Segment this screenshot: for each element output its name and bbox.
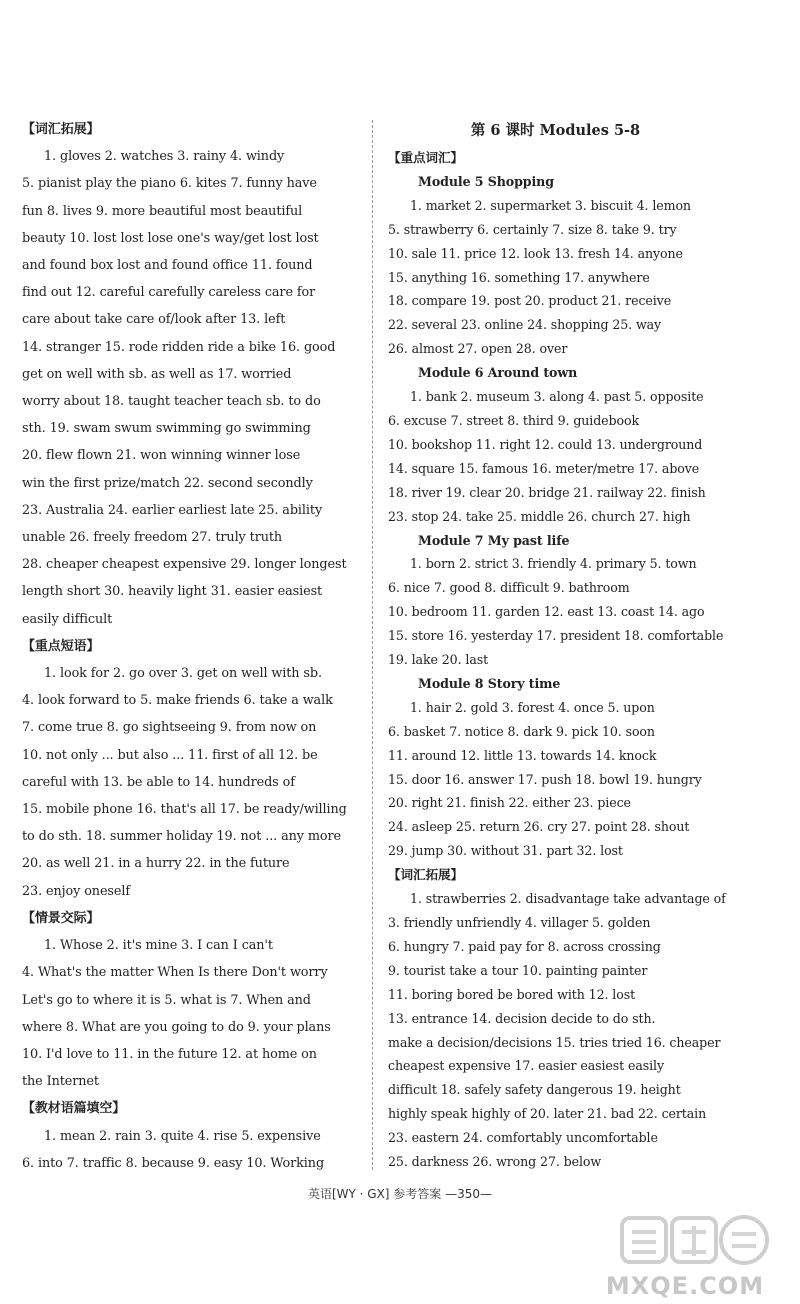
answer-line: 20. right 21. finish 22. either 23. piece: [388, 795, 631, 811]
answer-line: 29. jump 30. without 31. part 32. lost: [388, 843, 623, 859]
answer-line: 1. born 2. strict 3. friendly 4. primary 5. town: [410, 556, 697, 572]
answer-line: 1. market 2. supermarket 3. biscuit 4. lemon: [410, 197, 691, 213]
vocab-expansion-section-right: [388, 863, 726, 1174]
answer-line: 6. excuse 7. street 8. third 9. guidebook: [388, 412, 639, 428]
vocab-expansion-section: [22, 116, 357, 633]
answer-line: and found box lost and found office 11. found: [22, 258, 313, 274]
answer-line: 23. stop 24. take 25. middle 26. church 27. high: [388, 508, 691, 524]
answer-line: 18. compare 19. post 20. product 21. receive: [388, 293, 672, 309]
section-heading: 【教材语篇填空】: [22, 1101, 126, 1117]
answer-line: 10. sale 11. price 12. look 13. fresh 14. anyone: [388, 245, 683, 261]
answer-line: highly speak highly of 20. later 21. bad 22. certain: [388, 1106, 707, 1122]
answer-line: careful with 13. be able to 14. hundreds of: [22, 774, 295, 790]
answer-line: 15. anything 16. something 17. anywhere: [388, 269, 650, 285]
answer-line: 15. mobile phone 16. that's all 17. be ready/willing: [22, 802, 347, 818]
answer-line: 22. several 23. online 24. shopping 25. way: [388, 317, 662, 333]
answer-line: 24. asleep 25. return 26. cry 27. point 28. shout: [388, 819, 690, 835]
answer-line: 13. entrance 14. decision decide to do sth.: [388, 1010, 656, 1026]
answer-line: length short 30. heavily light 31. easier easiest: [22, 584, 323, 600]
answer-line: 10. I'd love to 11. in the future 12. at home on: [22, 1046, 317, 1062]
answer-line: make a decision/decisions 15. tries tried 16. cheaper: [388, 1034, 721, 1050]
module-5-block: [388, 170, 723, 361]
key-phrases-section: [22, 633, 357, 905]
answer-line: get on well with sb. as well as 17. worried: [22, 366, 292, 382]
answer-line: 10. bedroom 11. garden 12. east 13. coast 14. ago: [388, 604, 705, 620]
answer-line: win the first prize/match 22. second secondly: [22, 475, 313, 491]
answer-line: 23. Australia 24. earlier earliest late 25. ability: [22, 502, 323, 518]
module-7-block: [388, 529, 723, 672]
page-footer: 英语[WY · GX] 参考答案 —350—: [307, 1187, 493, 1201]
answer-line: 10. bookshop 11. right 12. could 13. underground: [388, 436, 703, 452]
answer-line: 14. square 15. famous 16. meter/metre 17. above: [388, 460, 700, 476]
answer-line: beauty 10. lost lost lose one's way/get lost lost: [22, 230, 319, 246]
answer-line: find out 12. careful carefully careless care for: [22, 285, 316, 301]
answer-line: 6. into 7. traffic 8. because 9. easy 10. Working: [22, 1155, 325, 1171]
left-column: [22, 116, 357, 1177]
answer-line: 11. boring bored be bored with 12. lost: [388, 986, 636, 1002]
answer-line: 9. tourist take a tour 10. painting painter: [388, 962, 648, 978]
section-heading: 【词汇拓展】: [388, 867, 463, 883]
answer-line: 28. cheaper cheapest expensive 29. longer longest: [22, 557, 347, 573]
right-column: [388, 116, 726, 1174]
answer-line: 15. store 16. yesterday 17. president 18. comfortable: [388, 628, 724, 644]
answer-line: 1. Whose 2. it's mine 3. I can I can't: [44, 938, 273, 954]
answer-line: easily difficult: [22, 611, 113, 627]
module-title: Module 7 My past life: [418, 532, 570, 548]
answer-line: 23. enjoy oneself: [22, 883, 130, 899]
answer-line: 5. pianist play the piano 6. kites 7. funny have: [22, 176, 317, 192]
answer-line: the Internet: [22, 1074, 99, 1090]
watermark-logo-icon: [620, 1210, 770, 1270]
text-fill-section: [22, 1095, 357, 1177]
answer-line: to do sth. 18. summer holiday 19. not ... any more: [22, 829, 342, 845]
answer-line: Let's go to where it is 5. what is 7. When and: [22, 992, 311, 1008]
column-divider: [372, 120, 373, 1170]
section-heading: 【重点短语】: [22, 638, 100, 654]
module-title: Module 5 Shopping: [418, 173, 554, 189]
section-heading: 【重点词汇】: [388, 150, 463, 165]
watermark: [580, 1210, 790, 1300]
answer-line: unable 26. freely freedom 27. truly truth: [22, 530, 283, 546]
answer-line: 1. bank 2. museum 3. along 4. past 5. opposite: [410, 389, 704, 405]
section-heading: 【词汇拓展】: [22, 122, 100, 137]
answer-line: 7. come true 8. go sightseeing 9. from now on: [22, 720, 317, 736]
answer-line: 10. not only ... but also ... 11. first of all 12. be: [22, 747, 318, 763]
module-title: Module 6 Around town: [418, 365, 578, 381]
answer-line: 5. strawberry 6. certainly 7. size 8. take 9. try: [388, 221, 677, 237]
answer-line: 14. stranger 15. rode ridden ride a bike 16. good: [22, 339, 336, 355]
answer-line: where 8. What are you going to do 9. your plans: [22, 1019, 331, 1035]
answer-line: 20. as well 21. in a hurry 22. in the future: [22, 856, 290, 872]
answer-line: sth. 19. swam swum swimming go swimming: [22, 421, 311, 437]
answer-line: cheapest expensive 17. easier easiest easily: [388, 1058, 664, 1074]
situational-dialogue-section: [22, 905, 357, 1095]
answer-line: 4. What's the matter When Is there Don't worry: [22, 965, 328, 981]
answer-line: 1. look for 2. go over 3. get on well with sb.: [44, 666, 322, 682]
answer-line: 6. nice 7. good 8. difficult 9. bathroom: [388, 580, 630, 596]
answer-line: worry about 18. taught teacher teach sb. to do: [22, 394, 321, 410]
answer-line: 26. almost 27. open 28. over: [388, 341, 568, 357]
answer-line: 6. basket 7. notice 8. dark 9. pick 10. soon: [388, 723, 655, 739]
answer-line: 1. strawberries 2. disadvantage take advantage of: [410, 891, 726, 907]
answer-line: 1. mean 2. rain 3. quite 4. rise 5. expensive: [44, 1128, 321, 1144]
answer-line: fun 8. lives 9. more beautiful most beautiful: [22, 203, 303, 219]
answer-line: difficult 18. safely safety dangerous 19. height: [388, 1082, 681, 1098]
answer-line: 23. eastern 24. comfortably uncomfortable: [388, 1130, 658, 1146]
answer-line: 1. hair 2. gold 3. forest 4. once 5. upon: [410, 699, 655, 715]
answer-line: care about take care of/look after 13. left: [22, 312, 286, 328]
module-6-block: [388, 361, 723, 528]
module-title: Module 8 Story time: [418, 675, 561, 691]
answer-line: 6. hungry 7. paid pay for 8. across crossing: [388, 938, 661, 954]
answer-line: 25. darkness 26. wrong 27. below: [388, 1154, 602, 1170]
section-heading: 【情景交际】: [22, 910, 100, 926]
answer-line: 3. friendly unfriendly 4. villager 5. golden: [388, 915, 651, 930]
lesson-title: 第 6 课时 Modules 5-8: [470, 122, 641, 139]
answer-line: 4. look forward to 5. make friends 6. take a walk: [22, 693, 333, 709]
answer-line: 1. gloves 2. watches 3. rainy 4. windy: [44, 149, 285, 165]
module-8-block: [388, 672, 723, 863]
answer-line: 11. around 12. little 13. towards 14. knock: [388, 747, 657, 763]
answer-line: 15. door 16. answer 17. push 18. bowl 19. hungry: [388, 771, 702, 787]
answer-line: 20. flew flown 21. won winning winner lose: [22, 448, 301, 464]
answer-line: 18. river 19. clear 20. bridge 21. railway 22. finish: [388, 484, 706, 500]
watermark-text: MXQE.COM: [605, 1272, 765, 1300]
answer-line: 19. lake 20. last: [388, 652, 489, 668]
